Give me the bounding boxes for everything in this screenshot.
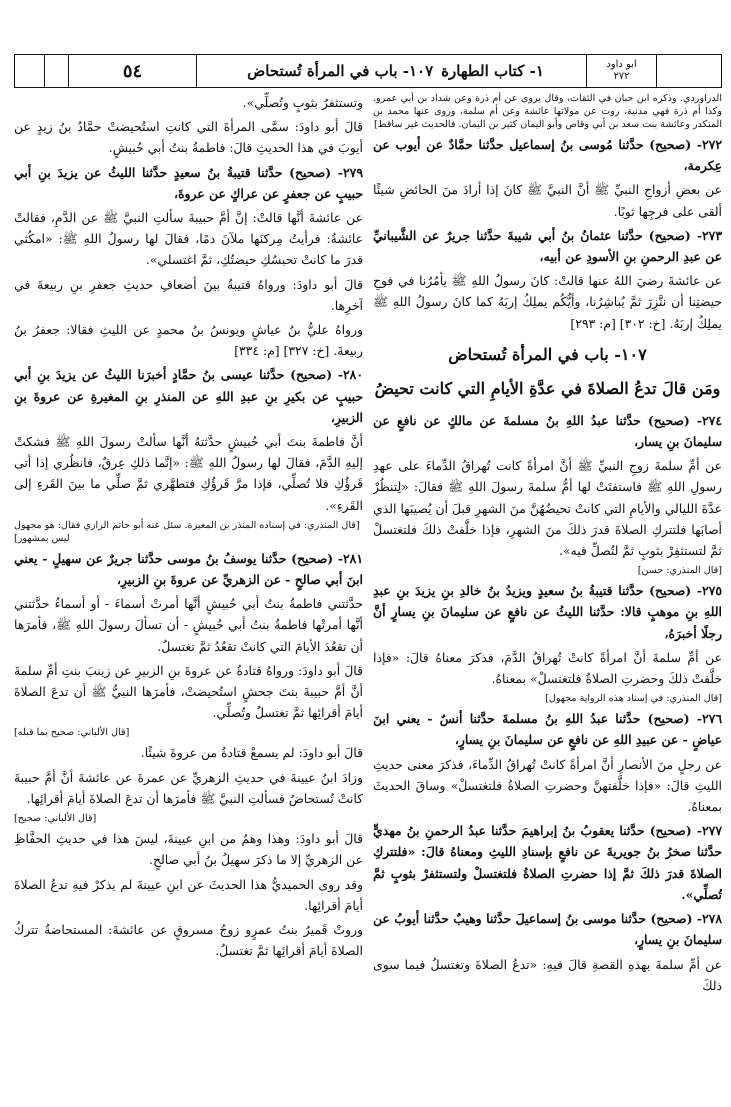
hadith-paragraph: عن أمِّ سلمةَ بهذهِ القصةِ قالَ فيهِ: «تدعُ الصلاةَ وتغتسلُ فيما سوى ذلكَ — [373, 956, 722, 993]
section-heading: ١٠٧- باب في المرأة تُستحاض — [448, 344, 647, 364]
running-title — [197, 55, 587, 87]
book-name: ابو داود — [606, 59, 637, 70]
footnote: [قال المنذري: في إسناده المنذر بن المغيرة. سئل عنه أبو حاتم الرازي فقال: هو مجهول ليس بمشهور] — [14, 519, 360, 544]
header-empty-cell — [15, 55, 45, 87]
hadith-paragraph: حدَّثتني فاطمةُ بنتُ أبي حُبيشٍ أنَّها أمرتْ أسماءَ - أو أسماءُ حدَّثتني أنَّها أمرتْها فاطمةُ بنتُ أبي حُبيشٍ - أن تسألَ رسولَ اللهِ ﷺ، فأمرَها أن تقعُدَ الأيامَ التي كانتْ تقعُدُ ثمَّ تغتسلُ. — [14, 596, 363, 654]
hadith-paragraph: قالَ أبو داودَ: وهذا وهمٌ من ابنِ عيينةَ، ليسَ هذا في حديثِ الحفَّاظِ عن الزهريِّ إلا ما ذكرَ سهيلُ بنُ أبي صالحٍ. — [14, 831, 363, 868]
hadith-paragraph: عن أمِّ سلمةَ زوجِ النبيِّ ﷺ أنَّ امرأةً كانت تُهراقُ الدِّماءَ على عهدِ رسولِ اللهِ ﷺ فاستفتَتْ لها أمُّ سلمةَ رسولَ اللهِ ﷺ فقالَ: «لِتنظُرْ عدَّةَ الليالي والأيامِ التي كانتْ تحيضُهُنَّ منَ الشهرِ قبلَ أن يُصيبَها الذي أصابَها فلتتركِ الصلاةَ قدرَ ذلكَ منَ الشهرِ، فإذا خلَّفتْ ذلكَ فلتغتسلْ ثمَّ لتستثفِرْ بثوبٍ ثمَّ لتُصلِّ فيه». — [373, 458, 722, 559]
footnote: الدراوردي. وذكره ابن حبان في الثقات، وقال يروى عن أم ذرة وعن شداد بن أبي عمرو. وكذا أم ذرة فهي مدنية، روت عن مولاتها عائشة وعن أم سلمة، وروى عنها محمد بن المنكدر وعائشة بنت سعد بن أبي وقاص وأبو اليمان كثير بن اليمان. فالحديث غير ساقط] — [373, 93, 722, 130]
text-columns — [14, 92, 722, 1100]
hadith-paragraph: قالَ أبو داودَ: ورواهُ قتادةُ عن عروةَ بنِ الزبيرِ عن زينبَ بنتِ أمِّ سلمةَ أنَّ أمَّ حبيبةَ بنتَ جحشٍ استُحيضتْ، فأمرَها النبيُّ ﷺ أن تدعَ الصلاةَ أيامَ أقرائِها ثمَّ تغتسلُ وتُصلِّي. — [14, 662, 363, 721]
left-column — [14, 92, 363, 1100]
header-empty-cell — [657, 55, 721, 87]
right-column — [373, 92, 722, 1100]
hadith-paragraph: ٢٧٨- (صحيح) حدَّثنا موسى بنُ إسماعيلَ حدَّثنا وهيبٌ حدَّثنا أيوبُ عن سليمانَ بنِ يسارٍ، — [373, 911, 722, 948]
hadith-paragraph: وروتْ قَميرُ بنتُ عمرٍو زوجُ مسروقٍ عن عائشةَ: المستحاضةُ تتركُ الصلاةَ أيامَ أقرائِها ثمَّ تغتسلُ. — [14, 921, 363, 959]
hadith-paragraph: ٢٧٤- (صحيح) حدَّثنا عبدُ اللهِ بنُ مسلمةَ عن مالكٍ عن نافعٍ عن سليمانَ بنِ يسار، — [373, 412, 722, 450]
hadith-paragraph: ورواهُ عليُّ بنُ عياشٍ ويونسُ بنُ محمدٍ عن الليثِ فقالا: جعفرُ بنُ ربيعةَ. [خ: ٣٢٧] [م: ٣٣٤] — [14, 322, 363, 359]
section-heading: ومَن قالَ تدعُ الصلاةَ في عدَّةِ الأيامِ التي كانت تحيضُ — [374, 378, 721, 398]
footnote: [قال الألباني: صحيح بما قبله] — [14, 727, 130, 739]
hadith-paragraph: عن عائشةَ أنَّها قالتْ: إنَّ أمَّ حبيبةَ سألتِ النبيَّ ﷺ عن الدَّمِ، فقالتْ عائشةُ: فرأيتُ مِركنَها ملآنَ دمًا، فقالَ لها رسولُ اللهِ ﷺ: «امكُثي قدرَ ما كانتْ تحبسُكِ حيضتُكِ، ثمَّ اغتسلي». — [14, 210, 363, 268]
hadith-paragraph: وزادَ ابنُ عيينةَ في حديثِ الزهريِّ عن عمرةَ عن عائشةَ أنَّ أمَّ حبيبةَ كانتْ تُستحاضُ فسألتِ النبيَّ ﷺ فأمرَها أن تدعَ الصلاةَ أيامَ أقرائِها. — [14, 769, 363, 806]
page-number: ٥٤ — [69, 55, 197, 87]
hadith-paragraph: قالَ أبو داودَ: ورواهُ قتيبةُ بينَ أضعافِ حديثِ جعفرِ بنِ ربيعةَ في آخرِها. — [14, 276, 363, 313]
footnote: [قال الألباني: صحيح] — [14, 813, 97, 825]
hadith-paragraph: ٢٧٩- (صحيح) حدَّثنا قتيبةُ بنُ سعيدٍ حدَّثنا الليثُ عن يزيدَ بنِ أبي حبيبٍ عن جعفرٍ عن عراكٍ عن عروةَ، — [14, 164, 363, 201]
footnote: [قال المنذري: في إسناد هذه الرواية مجهول] — [545, 693, 722, 705]
hadith-paragraph: قالَ أبو داودَ: سمَّى المرأةَ التي كانتِ استُحيضتْ حمَّادُ بنُ زيدٍ عن أيوبَ في هذا الحديثِ قالَ: فاطمةُ بنتُ أبي حُبيشٍ. — [14, 119, 363, 156]
hadith-paragraph: ٢٧٢- (صحيح) حدَّثنا مُوسى بنُ إسماعيل حدَّثنا حمَّادٌ عن أيوب عن عِكرمة، — [373, 137, 722, 174]
hadith-paragraph: ٢٧٣- (صحيح) حدَّثنا عثمانُ بنُ أبي شيبةَ حدَّثنا جريرٌ عن الشَّيبانيِّ عن عبدِ الرحمنِ بنِ الأسودِ عن أبيه، — [373, 227, 722, 265]
hadith-paragraph: أنَّ فاطمةَ بنتَ أبي حُبيشٍ حدَّثتهُ أنَّها سألتْ رسولَ اللهِ ﷺ فشكتْ إليهِ الدَّمَ، فقالَ لها رسولُ اللهِ ﷺ: «إنَّما ذلكِ عِرقٌ، فانظُري إذا أتى قَرؤُكِ فلا تُصلِّي، فإذا مرَّ قَرؤُكِ فتطهَّري ثمَّ صلِّي ما بينَ القَرءِ إلى القَرءِ». — [14, 434, 363, 513]
hadith-paragraph: عن رجلٍ منَ الأنصارِ أنَّ امرأةً كانتْ تُهراقُ الدِّماءَ، فذكرَ معنى حديثِ الليثِ قالَ: «فإذا خلَّفتهنَّ وحضرتِ الصلاةُ فلتغتسلْ» وساقَ الحديثَ بمعناهُ. — [373, 756, 722, 815]
hadith-paragraph: قالَ أبو داودَ: لم يسمعْ قتادةُ من عروةَ شيئًا. — [140, 745, 363, 761]
chapter-title: ١- كتاب الطهارة — [441, 62, 544, 80]
book-reference-box — [587, 55, 657, 87]
hadith-paragraph: ٢٨١- (صحيح) حدَّثنا يوسفُ بنُ موسى حدَّثنا جريرٌ عن سهيلٍ - يعني ابنَ أبي صالحٍ - عن الزهريِّ عن عروةَ بنِ الزبيرِ، — [14, 550, 363, 588]
hadith-paragraph: ٢٧٧- (صحيح) حدَّثنا يعقوبُ بنُ إبراهيمَ حدَّثنا عبدُ الرحمنِ بنُ مهديٍّ حدَّثنا صخرُ بنُ جويريةَ عن نافعٍ بإسنادِ الليثِ ومعناهُ قالَ: «فلتتركِ الصلاةَ قدرَ ذلكَ ثمَّ إذا حضرتِ الصلاةُ فلتغتسلْ ولتستثفرْ بثوبٍ ثمَّ تُصلِّي». — [373, 823, 722, 902]
hadith-range: ٢٧٢ — [613, 71, 630, 82]
hadith-paragraph: ٢٧٥- (صحيح) حدَّثنا قتيبةُ بنُ سعيدٍ ويزيدُ بنُ خالدِ بنِ يزيدَ بنِ عبدِ اللهِ بنِ موهبٍ قالا: حدَّثنا الليثُ عن نافعٍ عن سليمانَ بنِ يسارٍ أنَّ رجلًا أخبرَهُ، — [373, 583, 722, 641]
header-empty-cell — [45, 55, 69, 87]
footnote: [قال المنذري: حسن] — [637, 565, 722, 577]
section-title: ١٠٧- باب في المرأة تُستحاض — [247, 62, 434, 80]
page-header — [14, 54, 722, 88]
hadith-paragraph: وقد روى الحميديُّ هذا الحديثَ عن ابنِ عيينةَ لم يذكرْ فيهِ تدعُ الصلاةَ أيامَ أقرائِها. — [14, 876, 363, 913]
hadith-paragraph: ٢٧٦- (صحيح) حدَّثنا عبدُ اللهِ بنُ مسلمةَ حدَّثنا أنسٌ - يعني ابنَ عياضٍ - عن عبيدِ اللهِ عن نافعٍ عن سليمانَ بنِ يسارٍ، — [373, 711, 722, 748]
hadith-paragraph: ٢٨٠- (صحيح) حدَّثنا عيسى بنُ حمَّادٍ أخبرَنا الليثُ عن يزيدَ بنِ أبي حبيبٍ عن بكيرِ بنِ عبدِ اللهِ عن المنذرِ بنِ المغيرةِ عن عروةَ بنِ الزبيرِ، — [14, 367, 363, 425]
hadith-paragraph: عن عائشةَ رضيَ اللهُ عنها قالتْ: كانَ رسولُ اللهِ ﷺ يأمُرُنا في فوحِ حيضتِنا أن نتَّزِرَ ثمَّ يُباشِرُنا، وأيُّكُم يملِكُ إربَهُ كما كانَ رسولُ اللهِ ﷺ يملِكُ إربَهُ. [خ: ٣٠٢] [م: ٢٩٣] — [373, 273, 722, 331]
hadith-paragraph: وتستثفرُ بثوبٍ وتُصلِّي». — [242, 95, 363, 110]
hadith-paragraph: عن أمِّ سلمةَ أنَّ امرأةً كانتْ تُهراقُ الدَّمَ، فذكرَ معناهُ قالَ: «فإذا خلَّفتْ ذلكَ وحضرتِ الصلاةُ فلتغتسلْ» بمعناهُ. — [373, 649, 722, 687]
hadith-paragraph: عن بعضِ أزواجِ النبيِّ ﷺ أنَّ النبيَّ ﷺ كانَ إذا أرادَ منَ الحائضِ شيئًا ألقى على فرجِها ثوبًا. — [373, 182, 722, 219]
